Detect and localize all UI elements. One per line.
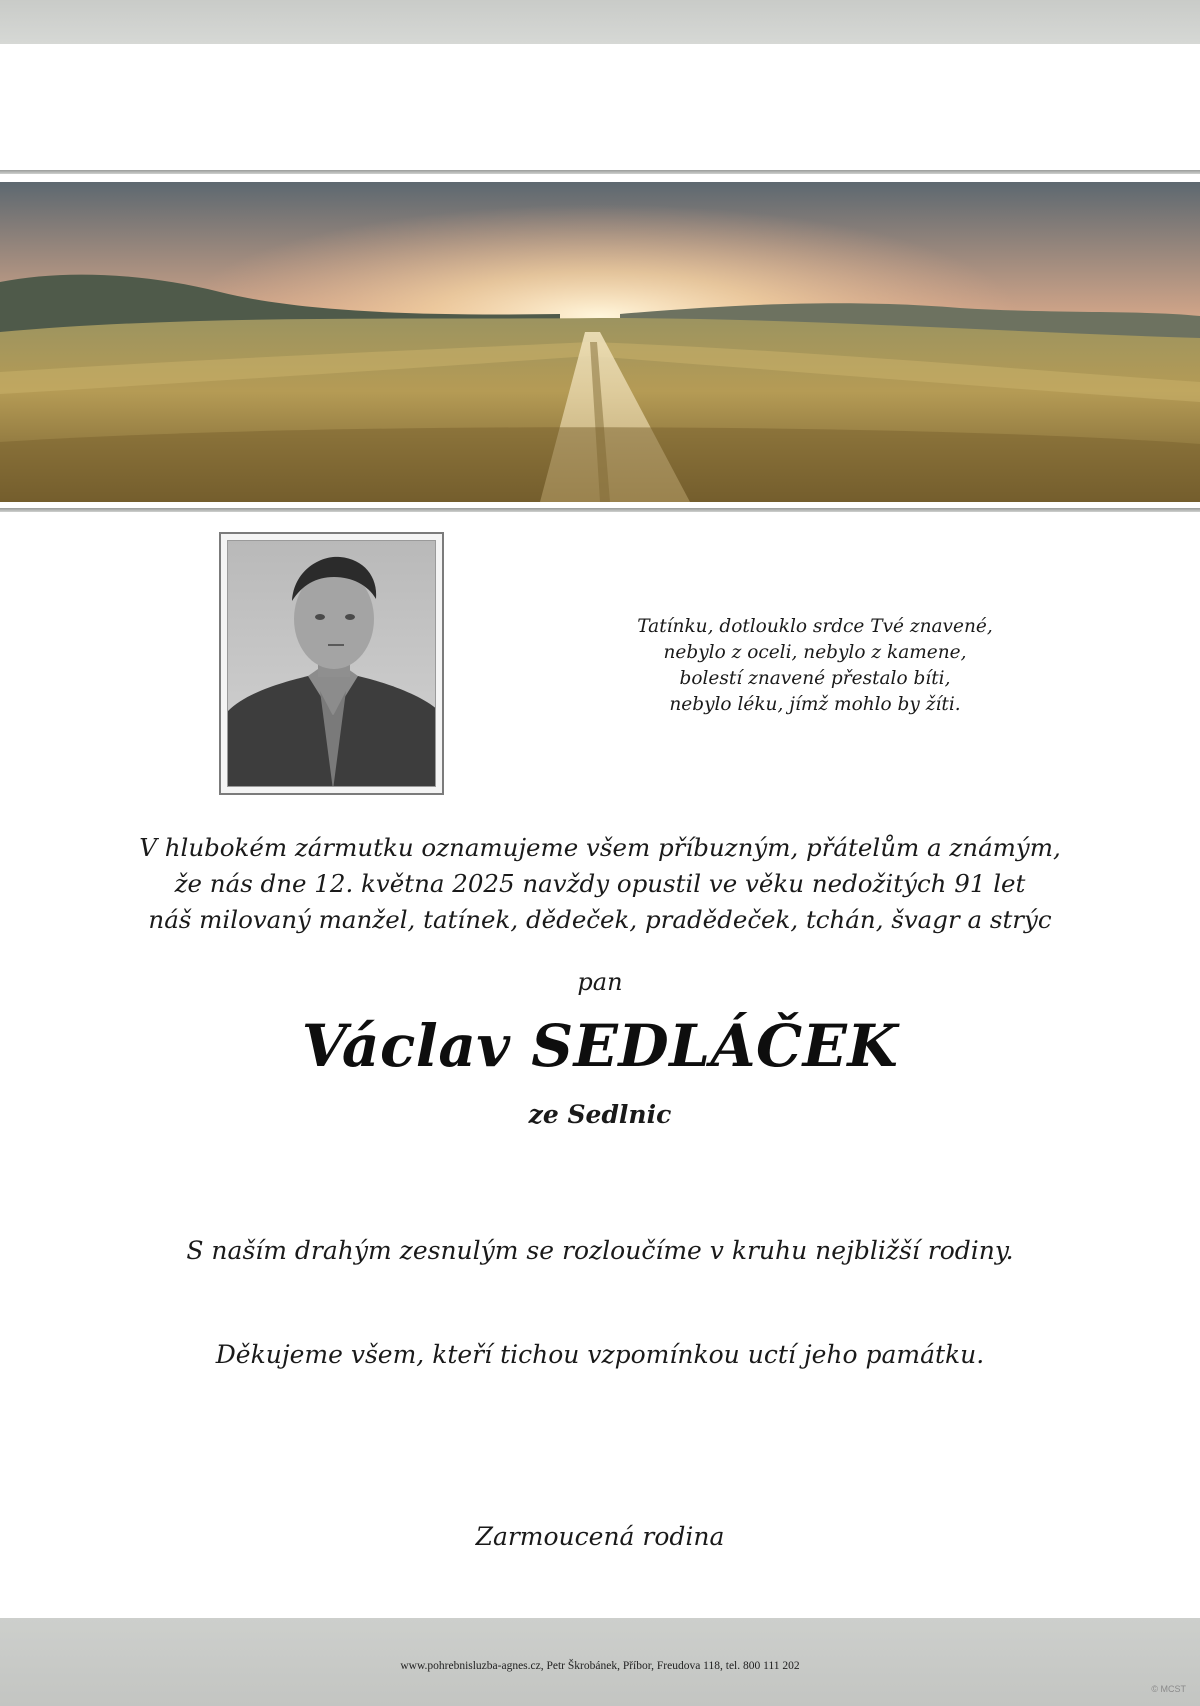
portrait-photo <box>227 540 436 787</box>
copyright-mark: © MCST <box>1151 1684 1186 1694</box>
announcement-line: V hlubokém zármutku oznamujeme všem příbuzným, přátelům a známým, <box>139 833 1061 862</box>
poem-line: nebylo léku, jímž mohlo by žíti. <box>669 694 961 715</box>
portrait-frame <box>219 532 444 795</box>
farewell-notice: S naším drahým zesnulým se rozloučíme v kruhu nejbližší rodiny. <box>186 1236 1014 1265</box>
announcement-line: náš milovaný manžel, tatínek, dědeček, pradědeček, tchán, švagr a strýc <box>148 905 1052 934</box>
family-signature: Zarmoucená rodina <box>475 1522 725 1551</box>
announcement-text <box>60 830 1140 938</box>
top-gray-band <box>0 0 1200 44</box>
poem-line: nebylo z oceli, nebylo z kamene, <box>663 642 967 663</box>
deceased-name: Václav SEDLÁČEK <box>301 1012 899 1080</box>
poem-line: bolestí znavené přestalo bíti, <box>679 668 951 689</box>
banner-bottom-rule <box>0 508 1200 512</box>
landscape-banner-image <box>0 182 1200 502</box>
funeral-service-footer: www.pohrebnisluzba-agnes.cz, Petr Škrobánek, Příbor, Freudova 118, tel. 800 111 202 <box>400 1660 800 1672</box>
salutation: pan <box>577 968 623 996</box>
announcement-line: že nás dne 12. května 2025 navždy opustil ve věku nedožitých 91 let <box>174 869 1026 898</box>
memorial-poem <box>600 614 1030 718</box>
thanks-note: Děkujeme všem, kteří tichou vzpomínkou uctí jeho památku. <box>215 1340 985 1369</box>
banner-top-rule <box>0 170 1200 174</box>
poem-line: Tatínku, dotlouklo srdce Tvé znavené, <box>637 616 993 637</box>
deceased-origin: ze Sedlnic <box>528 1100 672 1129</box>
